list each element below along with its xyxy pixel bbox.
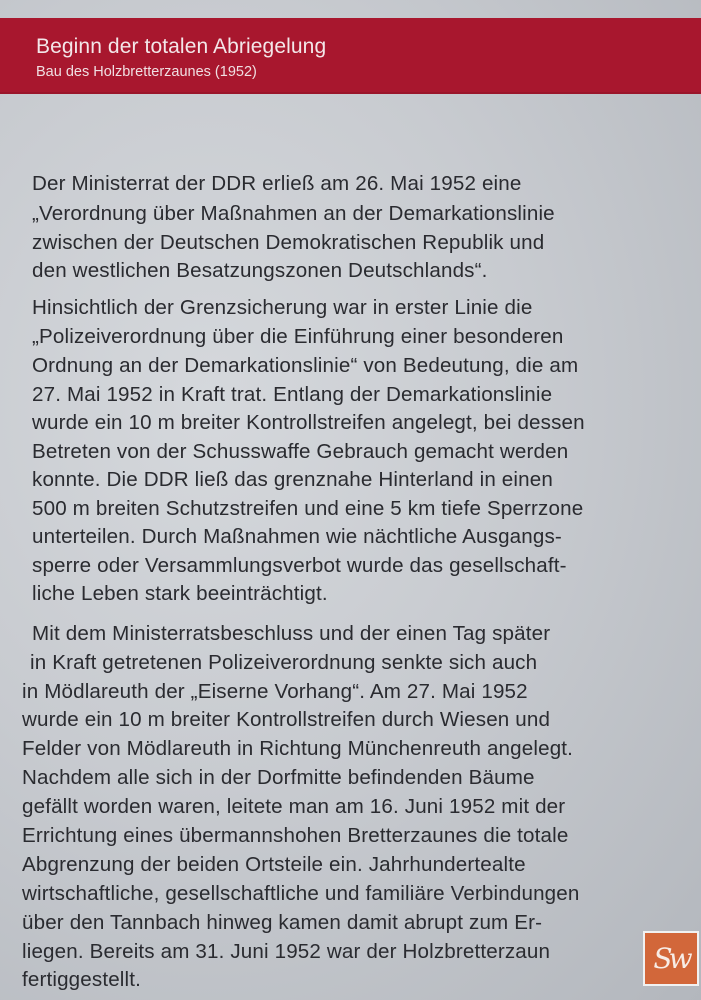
text-line: 27. Mai 1952 in Kraft trat. Entlang der Demarkationslinie bbox=[32, 383, 553, 406]
text-line: Hinsichtlich der Grenzsicherung war in erster Linie die bbox=[32, 296, 533, 319]
text-line: Abgrenzung der beiden Ortsteile ein. Jahrhundertealte bbox=[22, 853, 526, 876]
text-line: liche Leben stark beeinträchtigt. bbox=[32, 582, 328, 605]
text-line: 500 m breiten Schutzstreifen und eine 5 km tiefe Sperrzone bbox=[32, 497, 584, 520]
text-line: in Kraft getretenen Polizeiverordnung senkte sich auch bbox=[30, 651, 538, 674]
text-line: zwischen der Deutschen Demokratischen Republik und bbox=[32, 231, 545, 254]
text-line: konnte. Die DDR ließ das grenznahe Hinterland in einen bbox=[32, 468, 553, 491]
watermark-monogram: Sw bbox=[653, 941, 689, 975]
text-line: über den Tannbach hinweg kamen damit abrupt zum Er- bbox=[22, 911, 543, 934]
text-line: sperre oder Versammlungsverbot wurde das gesellschaft- bbox=[32, 554, 567, 577]
text-line: liegen. Bereits am 31. Juni 1952 war der Holzbretterzaun bbox=[22, 940, 551, 963]
title-banner bbox=[0, 18, 701, 94]
text-line: Der Ministerrat der DDR erließ am 26. Mai 1952 eine bbox=[32, 172, 522, 195]
text-line: Errichtung eines übermannshohen Bretterzaunes die totale bbox=[22, 824, 569, 847]
text-line: gefällt worden waren, leitete man am 16. Juni 1952 mit der bbox=[22, 795, 566, 818]
text-line: wurde ein 10 m breiter Kontrollstreifen angelegt, bei dessen bbox=[32, 411, 585, 434]
page-title: Beginn der totalen Abriegelung bbox=[36, 35, 327, 58]
text-line: Betreten von der Schusswaffe Gebrauch gemacht werden bbox=[32, 440, 569, 463]
text-line: „Polizeiverordnung über die Einführung einer besonderen bbox=[32, 325, 564, 348]
text-line: unterteilen. Durch Maßnahmen wie nächtliche Ausgangs- bbox=[32, 525, 562, 548]
text-line: Felder von Mödlareuth in Richtung Münchenreuth angelegt. bbox=[22, 737, 574, 760]
text-line: „Verordnung über Maßnahmen an der Demarkationslinie bbox=[32, 202, 555, 225]
text-line: Mit dem Ministerratsbeschluss und der einen Tag später bbox=[32, 622, 551, 645]
text-line: fertiggestellt. bbox=[22, 968, 142, 991]
text-line: Nachdem alle sich in der Dorfmitte befindenden Bäume bbox=[22, 766, 535, 789]
text-line: den westlichen Besatzungszonen Deutschlands“. bbox=[32, 259, 488, 282]
text-line: wurde ein 10 m breiter Kontrollstreifen durch Wiesen und bbox=[22, 708, 551, 731]
text-line: Ordnung an der Demarkationslinie“ von Bedeutung, die am bbox=[32, 354, 579, 377]
text-line: in Mödlareuth der „Eiserne Vorhang“. Am 27. Mai 1952 bbox=[22, 680, 528, 703]
page-subtitle: Bau des Holzbretterzaunes (1952) bbox=[36, 64, 257, 80]
watermark-logo bbox=[643, 931, 699, 986]
text-line: wirtschaftliche, gesellschaftliche und familiäre Verbindungen bbox=[22, 882, 580, 905]
